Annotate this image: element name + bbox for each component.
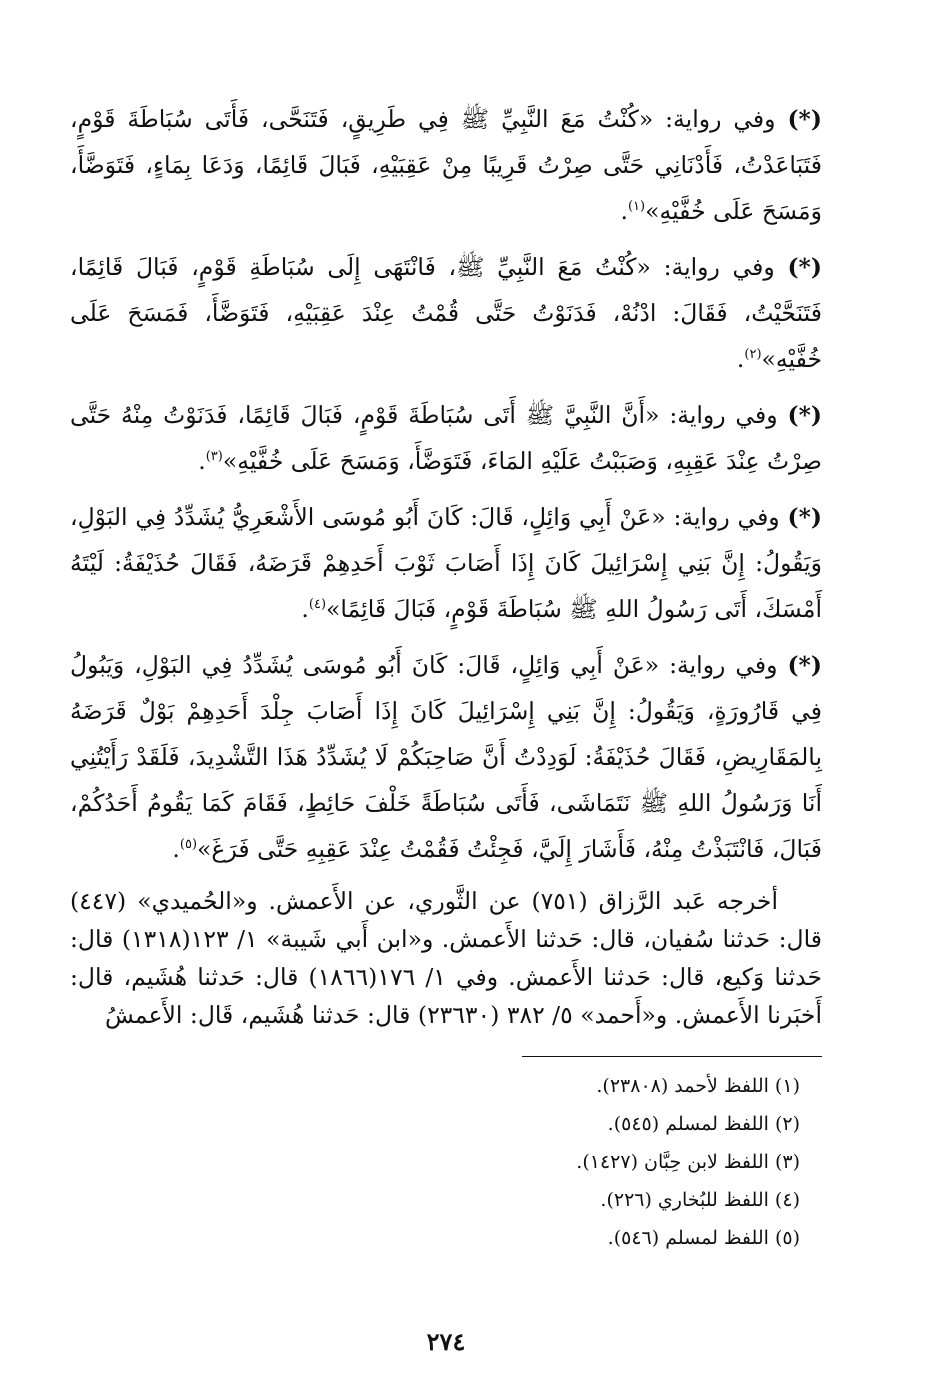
paragraph-marker: (*): [787, 105, 822, 133]
footnote-divider: [522, 1056, 822, 1057]
footnote-ref: (٥): [179, 837, 198, 853]
page-number: ٢٧٤: [426, 1327, 466, 1356]
narration-paragraph: (*) وفي رواية: «عَنْ أَبِي وَائِلٍ، قَالَ: كَانَ أَبُو مُوسَى الأَشْعَرِيُّ يُشَدِّدُ فِي البَوْلِ، وَيَقُولُ: إِنَّ بَنِي إِسْرَائِيلَ كَانَ إِذَا أَصَابَ ثَوْبَ أَحَدِهِمْ قَرَضَهُ، فَقَالَ حُذَيْفَةُ: لَيْتَهُ أَمْسَكَ، أَتَى رَسُولُ اللهِ ﷺ سُبَاطَةَ قَوْمٍ، فَبَالَ قَائِمًا»$^{(٤)}$.: [70, 503, 822, 623]
narration-paragraph: (*) وفي رواية: «كُنْتُ مَعَ النَّبِيِّ ﷺ، فَانْتَهَى إِلَى سُبَاطَةِ قَوْمٍ، فَبَالَ قَائِمًا، فَتَنَحَّيْتُ، فَقَالَ: ادْنُهْ، فَدَنَوْتُ حَتَّى قُمْتُ عِنْدَ عَقِبَيْهِ، فَتَوَضَّأَ، فَمَسَحَ عَلَى خُفَّيْهِ»$^{(٢)}$.: [70, 253, 822, 373]
narration-intro: وفي رواية:: [665, 105, 776, 133]
footnote-item: (٥) اللفظ لمسلم (٥٤٦).: [607, 1227, 800, 1249]
footnote-ref: (٢): [744, 347, 762, 363]
footnote-ref: (١): [627, 199, 646, 215]
narration-text: «كُنْتُ مَعَ النَّبِيِّ ﷺ، فَانْتَهَى إِلَى سُبَاطَةِ قَوْمٍ، فَبَالَ قَائِمًا، فَتَنَحَّيْتُ، فَقَالَ: ادْنُهْ، فَدَنَوْتُ حَتَّى قُمْتُ عِنْدَ عَقِبَيْهِ، فَتَوَضَّأَ، فَمَسَحَ عَلَى خُفَّيْهِ»: [70, 253, 822, 373]
narration-paragraph: (*) وفي رواية: «كُنْتُ مَعَ النَّبِيِّ ﷺ فِي طَرِيقٍ، فَتَنَحَّى، فَأَتَى سُبَاطَةَ قَوْمٍ، فَتَبَاعَدْتُ، فَأَدْنَانِي حَتَّى صِرْتُ قَرِيبًا مِنْ عَقِبَيْهِ، فَبَالَ قَائِمًا، وَدَعَا بِمَاءٍ، فَتَوَضَّأَ، وَمَسَحَ عَلَى خُفَّيْهِ»$^{(١)}$.: [70, 105, 822, 225]
narration-paragraph: (*) وفي رواية: «أَنَّ النَّبِيَّ ﷺ أَتَى سُبَاطَةَ قَوْمٍ، فَبَالَ قَائِمًا، فَدَنَوْتُ مِنْهُ حَتَّى صِرْتُ عِنْدَ عَقِبِهِ، وَصَبَبْتُ عَلَيْهِ المَاءَ، فَتَوَضَّأَ، وَمَسَحَ عَلَى خُفَّيْهِ»$^{(٣)}$.: [70, 401, 822, 475]
narration-intro: وفي رواية:: [663, 253, 775, 281]
footnote-item: (٣) اللفظ لابن حِبَّان (١٤٢٧).: [576, 1151, 800, 1173]
paragraph-marker: (*): [787, 253, 822, 281]
narrations: [70, 96, 822, 872]
footnote-ref: (٣): [205, 449, 223, 465]
narration-text: «عَنْ أَبِي وَائِلٍ، قَالَ: كَانَ أَبُو مُوسَى يُشَدِّدُ فِي البَوْلِ، وَيَبُولُ فِي قَارُورَةٍ، وَيَقُولُ: إِنَّ بَنِي إِسْرَائِيلَ كَانَ إِذَا أَصَابَ جِلْدَ أَحَدِهِمْ بَوْلٌ قَرَضَهُ بِالمَقَارِيضِ، فَقَالَ حُذَيْفَةُ: لَوَدِدْتُ أَنَّ صَاحِبَكُمْ لَا يُشَدِّدُ هَذَا التَّشْدِيدَ، فَلَقَدْ رَأَيْتُنِي أَنَا وَرَسُولُ اللهِ ﷺ نَتَمَاشَى، فَأَتَى سُبَاطَةً خَلْفَ حَائِطٍ، فَقَامَ كَمَا يَقُومُ أَحَدُكُمْ، فَبَالَ، فَانْتَبَذْتُ مِنْهُ، فَأَشَارَ إِلَيَّ، فَجِئْتُ فَقُمْتُ عِنْدَ عَقِبِهِ حَتَّى فَرَغَ»: [70, 651, 822, 863]
narration-intro: وفي رواية:: [669, 401, 778, 429]
paragraph-marker: (*): [787, 503, 822, 531]
narration-paragraph: (*) وفي رواية: «عَنْ أَبِي وَائِلٍ، قَالَ: كَانَ أَبُو مُوسَى يُشَدِّدُ فِي البَوْلِ، وَيَبُولُ فِي قَارُورَةٍ، وَيَقُولُ: إِنَّ بَنِي إِسْرَائِيلَ كَانَ إِذَا أَصَابَ جِلْدَ أَحَدِهِمْ بَوْلٌ قَرَضَهُ بِالمَقَارِيضِ، فَقَالَ حُذَيْفَةُ: لَوَدِدْتُ أَنَّ صَاحِبَكُمْ لَا يُشَدِّدُ هَذَا التَّشْدِيدَ، فَلَقَدْ رَأَيْتُنِي أَنَا وَرَسُولُ اللهِ ﷺ نَتَمَاشَى، فَأَتَى سُبَاطَةً خَلْفَ حَائِطٍ، فَقَامَ كَمَا يَقُومُ أَحَدُكُمْ، فَبَالَ، فَانْتَبَذْتُ مِنْهُ، فَأَشَارَ إِلَيَّ، فَجِئْتُ فَقُمْتُ عِنْدَ عَقِبِهِ حَتَّى فَرَغَ»$^{(٥)}$.: [70, 651, 822, 863]
paragraph-marker: (*): [787, 401, 822, 429]
footnotes-list: [70, 1067, 822, 1257]
footnote-item: (٢) اللفظ لمسلم (٥٤٥).: [607, 1113, 800, 1135]
narration-intro: وفي رواية:: [673, 503, 780, 531]
paragraph-marker: (*): [787, 651, 822, 679]
narration-text: «كُنْتُ مَعَ النَّبِيِّ ﷺ فِي طَرِيقٍ، فَتَنَحَّى، فَأَتَى سُبَاطَةَ قَوْمٍ، فَتَبَاعَدْتُ، فَأَدْنَانِي حَتَّى صِرْتُ قَرِيبًا مِنْ عَقِبَيْهِ، فَبَالَ قَائِمًا، وَدَعَا بِمَاءٍ، فَتَوَضَّأَ، وَمَسَحَ عَلَى خُفَّيْهِ»: [70, 105, 822, 225]
footnote-item: (١) اللفظ لأحمد (٢٣٨٠٨).: [596, 1075, 800, 1097]
footnote-ref: (٤): [308, 597, 327, 613]
document-page: [70, 96, 822, 1356]
narration-text: «أَنَّ النَّبِيَّ ﷺ أَتَى سُبَاطَةَ قَوْمٍ، فَبَالَ قَائِمًا، فَدَنَوْتُ مِنْهُ حَتَّى صِرْتُ عِنْدَ عَقِبِهِ، وَصَبَبْتُ عَلَيْهِ المَاءَ، فَتَوَضَّأَ، وَمَسَحَ عَلَى خُفَّيْهِ»: [70, 401, 822, 475]
footnote-item: (٤) اللفظ للبُخاري (٢٢٦).: [600, 1189, 800, 1211]
narration-intro: وفي رواية:: [669, 651, 778, 679]
takhrij-paragraph: أخرجه عَبد الرَّزاق (٧٥١) عن الثَّوري، عن الأَعمش. و«الحُميدي» (٤٤٧) قال: حَدثنا سُفيان، قال: حَدثنا الأَعمش. و«ابن أَبي شَيبة» ١/ ١٢٣(١٣١٨) قال: حَدثنا وَكيع، قال: حَدثنا الأَعمش. وفي ١/ ١٧٦(١٨٦٦) قال: حَدثنا هُشَيم، قال: أَخبَرنا الأَعمش. و«أَحمد» ٥/ ٣٨٢ (٢٣٦٣٠) قال: حَدثنا هُشَيم، قَال: الأَعمشُ: [70, 887, 822, 1029]
narration-text: «عَنْ أَبِي وَائِلٍ، قَالَ: كَانَ أَبُو مُوسَى الأَشْعَرِيُّ يُشَدِّدُ فِي البَوْلِ، وَيَقُولُ: إِنَّ بَنِي إِسْرَائِيلَ كَانَ إِذَا أَصَابَ ثَوْبَ أَحَدِهِمْ قَرَضَهُ، فَقَالَ حُذَيْفَةُ: لَيْتَهُ أَمْسَكَ، أَتَى رَسُولُ اللهِ ﷺ سُبَاطَةَ قَوْمٍ، فَبَالَ قَائِمًا»: [70, 503, 822, 623]
